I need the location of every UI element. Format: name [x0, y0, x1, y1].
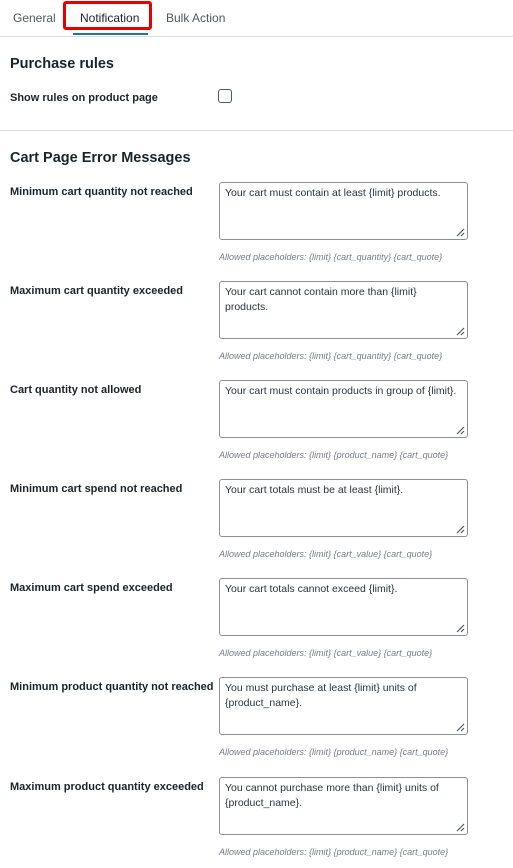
tab-bulk-action[interactable]: Bulk Action: [166, 11, 226, 25]
message-textarea[interactable]: [219, 677, 468, 735]
message-textarea[interactable]: [219, 182, 468, 240]
placeholder-hint: Allowed placeholders: {limit} {product_name} {cart_quote}: [219, 450, 449, 460]
section-divider: [0, 130, 513, 131]
message-textarea[interactable]: [219, 380, 468, 438]
field-label: Minimum product quantity not reached: [10, 681, 214, 693]
purchase-rules-title: Purchase rules: [10, 56, 114, 72]
tab-notification[interactable]: Notification: [80, 11, 140, 25]
field-label: Maximum product quantity exceeded: [10, 781, 204, 793]
show-rules-label: Show rules on product page: [10, 92, 158, 104]
tab-bar: [0, 0, 513, 37]
placeholder-hint: Allowed placeholders: {limit} {cart_quantity} {cart_quote}: [219, 252, 443, 262]
active-tab-indicator: [73, 33, 148, 35]
message-textarea[interactable]: [219, 777, 468, 835]
tab-highlight-box: [63, 1, 152, 30]
message-textarea[interactable]: [219, 479, 468, 537]
field-label: Maximum cart quantity exceeded: [10, 285, 184, 297]
placeholder-hint: Allowed placeholders: {limit} {cart_value} {cart_quote}: [219, 648, 433, 658]
placeholder-hint: Allowed placeholders: {limit} {cart_quantity} {cart_quote}: [219, 351, 443, 361]
field-label: Maximum cart spend exceeded: [10, 582, 173, 594]
tab-general[interactable]: General: [13, 11, 56, 25]
field-label: Minimum cart quantity not reached: [10, 186, 193, 198]
placeholder-hint: Allowed placeholders: {limit} {product_name} {cart_quote}: [219, 747, 449, 757]
field-label: Minimum cart spend not reached: [10, 483, 183, 495]
placeholder-hint: Allowed placeholders: {limit} {product_name} {cart_quote}: [219, 847, 449, 857]
message-textarea[interactable]: [219, 281, 468, 339]
placeholder-hint: Allowed placeholders: {limit} {cart_value} {cart_quote}: [219, 549, 433, 559]
message-textarea[interactable]: [219, 578, 468, 636]
show-rules-checkbox[interactable]: [218, 89, 232, 103]
field-label: Cart quantity not allowed: [10, 384, 142, 396]
cart-errors-title: Cart Page Error Messages: [10, 150, 191, 166]
